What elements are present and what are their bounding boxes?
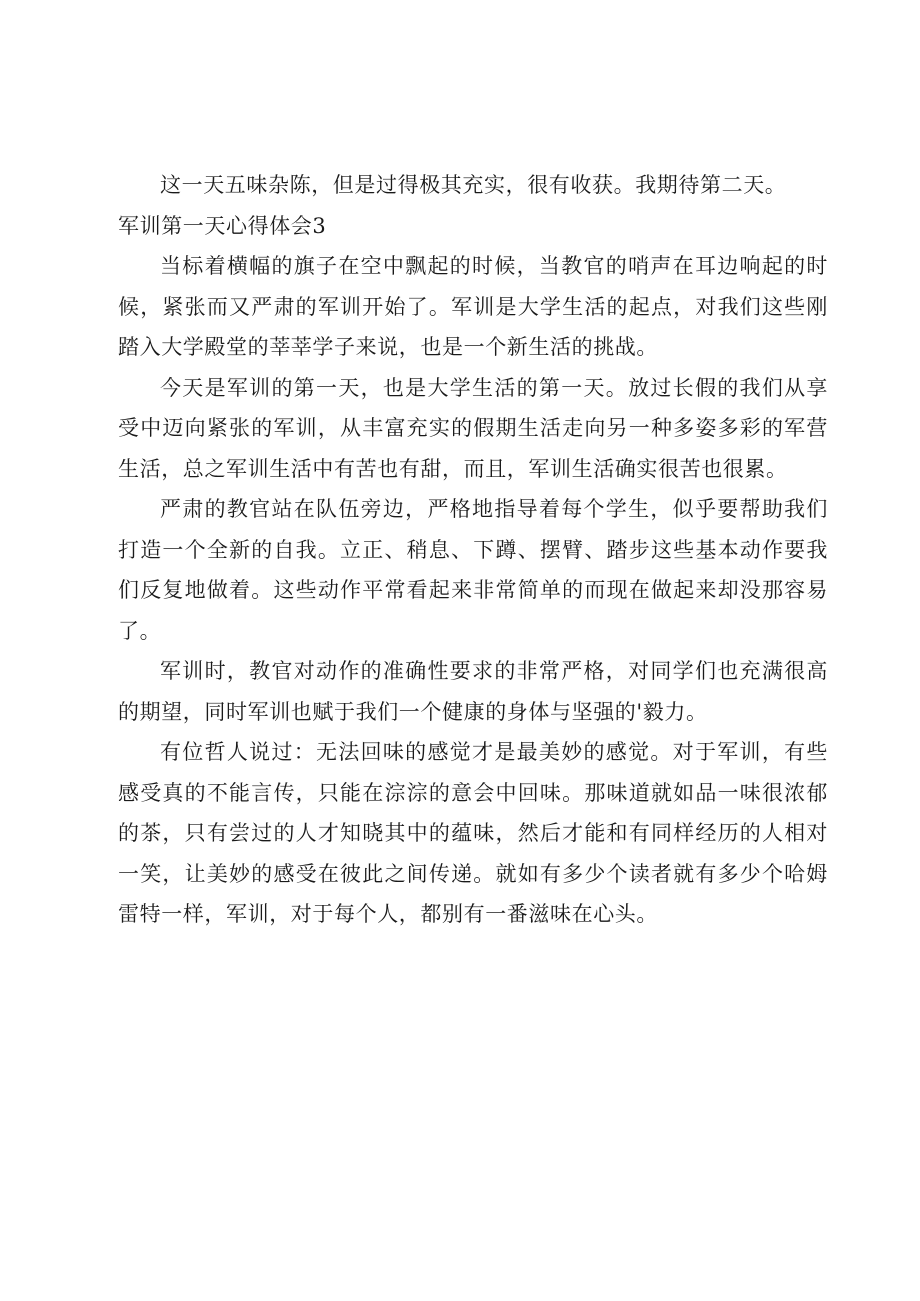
paragraph-2: 当标着横幅的旗子在空中飘起的时候，当教官的哨声在耳边响起的时候，紧张而又严肃的军训开始了。军训是大学生活的起点，对我们这些刚踏入大学殿堂的莘莘学子来说，也是一个新生活的挑战。 [118, 254, 828, 359]
paragraph-3: 今天是军训的第一天，也是大学生活的第一天。放过长假的我们从享受中迈向紧张的军训，从丰富充实的假期生活走向另一种多姿多彩的军营生活，总之军训生活中有苦也有甜，而且，军训生活确实很苦也很累。 [118, 375, 828, 481]
section-heading: 军训第一天心得体会3 [118, 213, 327, 238]
paragraph-5: 军训时，教官对动作的准确性要求的非常严格，对同学们也充满很高的期望，同时军训也赋于我们一个健康的身体与坚强的'毅力。 [118, 659, 828, 724]
paragraph-4: 严肃的教官站在队伍旁边，严格地指导着每个学生，似乎要帮助我们打造一个全新的自我。立正、稍息、下蹲、摆臂、踏步这些基本动作要我们反复地做着。这些动作平常看起来非常简单的而现在做起来却没那容易了。 [118, 497, 828, 643]
paragraph-6: 有位哲人说过：无法回味的感觉才是最美妙的感觉。对于军训，有些感受真的不能言传，只能在淙淙的意会中回味。那味道就如品一味很浓郁的茶，只有尝过的人才知晓其中的蕴味，然后才能和有同样经历的人相对一笑，让美妙的感受在彼此之间传递。就如有多少个读者就有多少个哈姆雷特一样，军训，对于每个人，都别有一番滋味在心头。 [118, 740, 828, 926]
document-body [118, 165, 828, 935]
paragraph-1: 这一天五味杂陈，但是过得极其充实，很有收获。我期待第二天。 [160, 173, 787, 197]
